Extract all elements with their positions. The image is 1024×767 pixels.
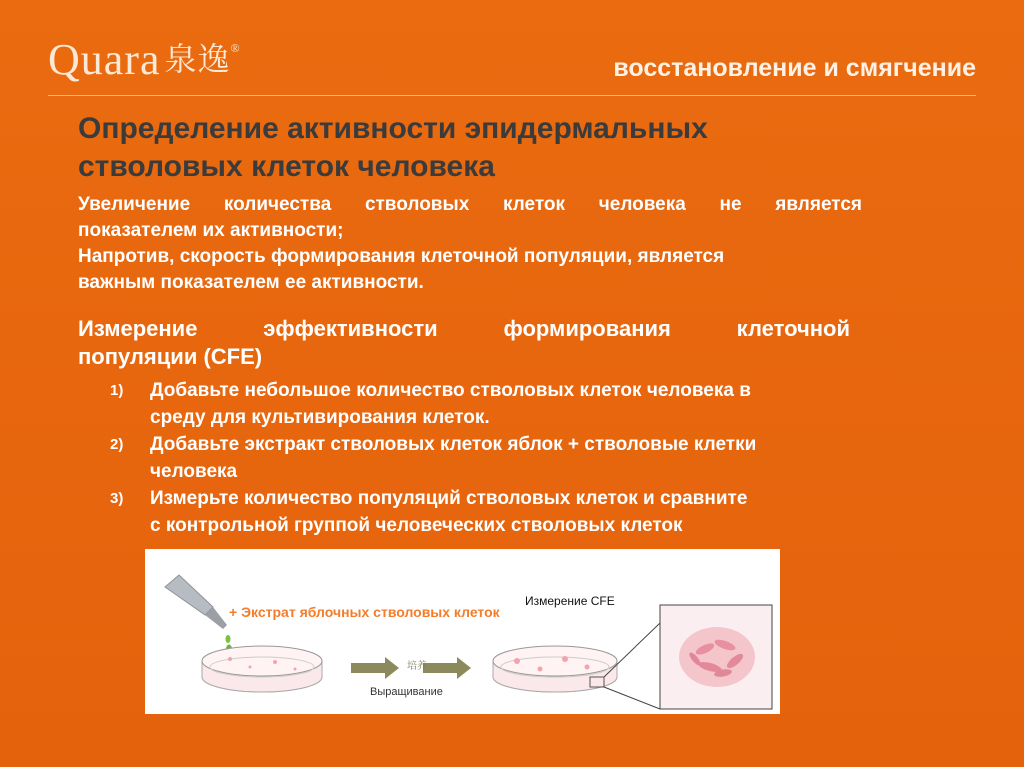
step-line: Добавьте экстракт стволовых клеток яблок + стволовые клетки [150,434,757,455]
title-line-2: стволовых клеток человека [78,150,495,183]
brand-logo [48,34,241,85]
registered-mark: ® [230,41,241,55]
cfe-illustration [145,549,780,714]
step-line: Добавьте небольшое количество стволовых клеток человека в [150,380,751,401]
slide-title [78,110,898,186]
list-item [110,485,870,539]
intro-paragraph [78,192,862,296]
list-item [110,377,870,431]
measurement-heading-line-1: Измерение эффективности формирования клеточной [78,316,850,341]
petri-dish-right-icon [493,646,617,692]
list-item [110,431,870,485]
step-line: среду для культивирования клеток. [150,407,490,428]
header-divider [48,95,976,96]
measurement-heading-line-2: популяции (CFE) [78,344,263,369]
intro-line-2: показателем их активности; [78,220,344,241]
title-line-1: Определение активности эпидермальных [78,112,708,145]
measure-label: Измерение CFE [525,594,615,608]
intro-line-1: Увеличение количества стволовых клеток человека не является [78,194,862,215]
step-line: человека [150,461,238,482]
extract-label: + Экстрат яблочных стволовых клеток [229,604,500,620]
cfe-diagram [145,549,780,714]
step-line: с контрольной группой человеческих стволовых клеток [150,515,683,536]
step-number: 2) [110,436,124,453]
pipette-icon [165,575,232,654]
arrow-label-cn: 培养 [407,661,427,672]
step-line: Измерьте количество популяций стволовых клеток и сравните [150,488,748,509]
measurement-heading [78,315,850,371]
logo-latin: Quara [48,35,161,84]
header-subtitle: восстановление и смягчение [613,54,976,82]
step-number: 1) [110,382,124,399]
arrow-label: Выращивание [370,686,443,698]
intro-line-3: Напротив, скорость формирования клеточной популяции, является [78,246,725,267]
step-number: 3) [110,490,124,507]
microscope-view [660,605,772,709]
steps-list [110,377,870,539]
intro-line-4: важным показателем ее активности. [78,272,424,293]
petri-dish-left-icon [202,646,322,692]
logo-chinese: 泉逸 [164,40,231,78]
